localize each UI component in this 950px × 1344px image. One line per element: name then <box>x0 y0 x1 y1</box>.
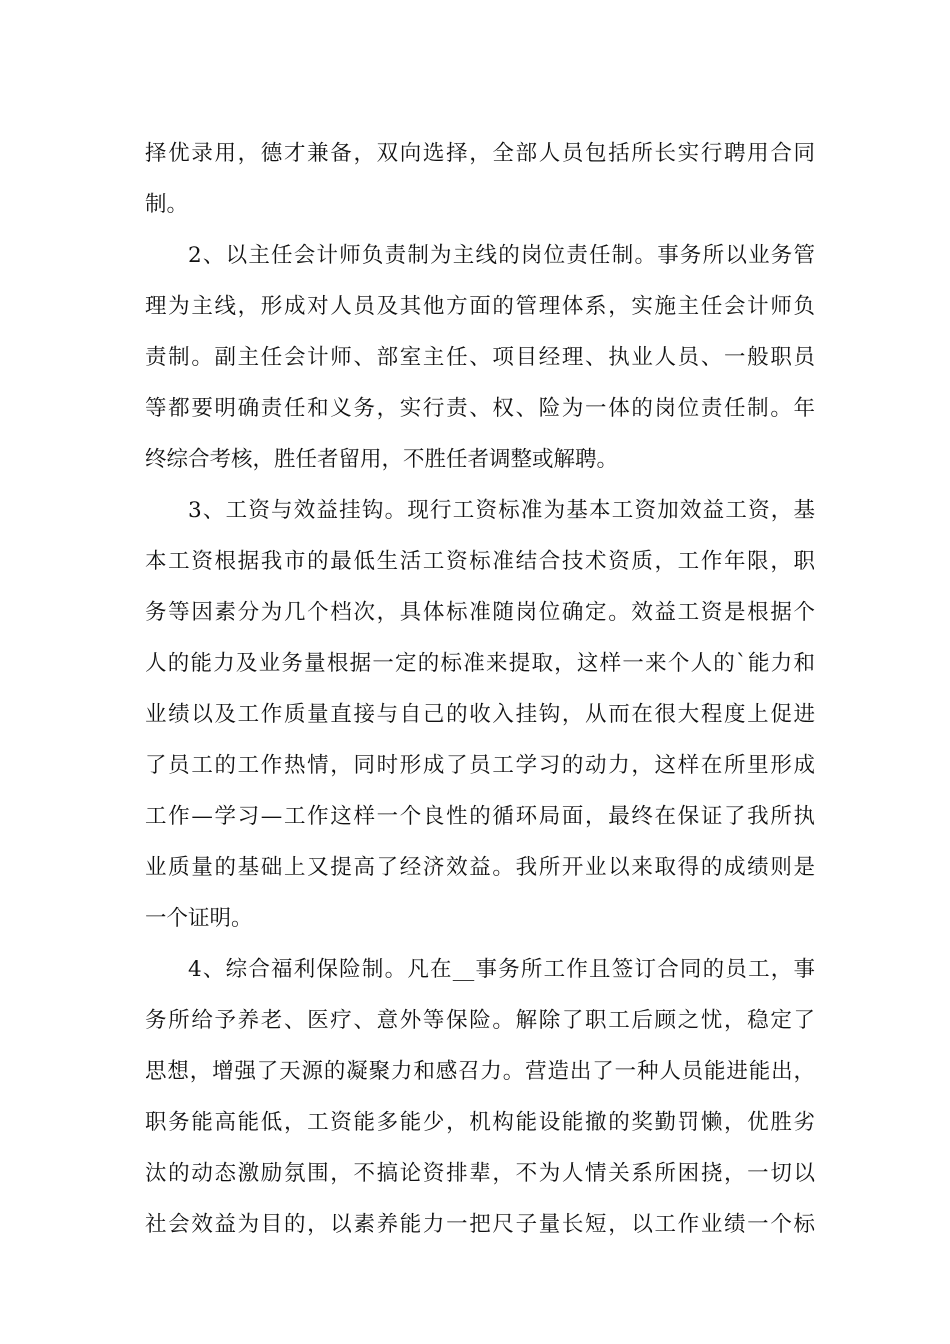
text-line: 本工资根据我市的最低生活工资标准结合技术资质，工作年限，职 <box>145 549 815 574</box>
document-body <box>145 128 815 1250</box>
text-line: 等都要明确责任和义务，实行责、权、险为一体的岗位责任制。年 <box>145 396 815 421</box>
paragraph-start-line: 3、工资与效益挂钩。现行工资标准为基本工资加效益工资，基 <box>188 498 815 523</box>
paragraph-start-line: 2、以主任会计师负责制为主线的岗位责任制。事务所以业务管 <box>188 243 815 268</box>
text-line: 理为主线，形成对人员及其他方面的管理体系，实施主任会计师负 <box>145 294 815 319</box>
text-line: 业质量的基础上又提高了经济效益。我所开业以来取得的成绩则是 <box>145 855 815 880</box>
text-line: 择优录用，德才兼备，双向选择，全部人员包括所长实行聘用合同 <box>145 141 815 166</box>
text-line: 工作—学习—工作这样一个良性的循环局面，最终在保证了我所执 <box>145 804 815 829</box>
text-line: 人的能力及业务量根据一定的标准来提取，这样一来个人的`能力和 <box>145 651 815 676</box>
text-line: 汰的动态激励氛围，不搞论资排辈，不为人情关系所困挠，一切以 <box>145 1161 815 1186</box>
text-line: 一个证明。 <box>145 906 253 931</box>
text-line: 了员工的工作热情，同时形成了员工学习的动力，这样在所里形成 <box>145 753 815 778</box>
text-line: 业绩以及工作质量直接与自己的收入挂钩，从而在很大程度上促进 <box>145 702 815 727</box>
text-line: 务所给予养老、医疗、意外等保险。解除了职工后顾之忧，稳定了 <box>145 1008 815 1033</box>
text-line: 制。 <box>145 192 189 217</box>
text-line: 责制。副主任会计师、部室主任、项目经理、执业人员、一般职员 <box>145 345 815 370</box>
text-line: 务等因素分为几个档次，具体标准随岗位确定。效益工资是根据个 <box>145 600 815 625</box>
text-line: 终综合考核，胜任者留用，不胜任者调整或解聘。 <box>145 447 619 472</box>
paragraph-start-line: 4、综合福利保险制。凡在__事务所工作且签订合同的员工，事 <box>188 957 815 982</box>
text-line: 思想，增强了天源的凝聚力和感召力。营造出了一种人员能进能出， <box>145 1059 815 1084</box>
text-line: 职务能高能低，工资能多能少，机构能设能撤的奖勤罚懒，优胜劣 <box>145 1110 815 1135</box>
text-line: 社会效益为目的，以素养能力一把尺子量长短，以工作业绩一个标 <box>145 1212 815 1237</box>
